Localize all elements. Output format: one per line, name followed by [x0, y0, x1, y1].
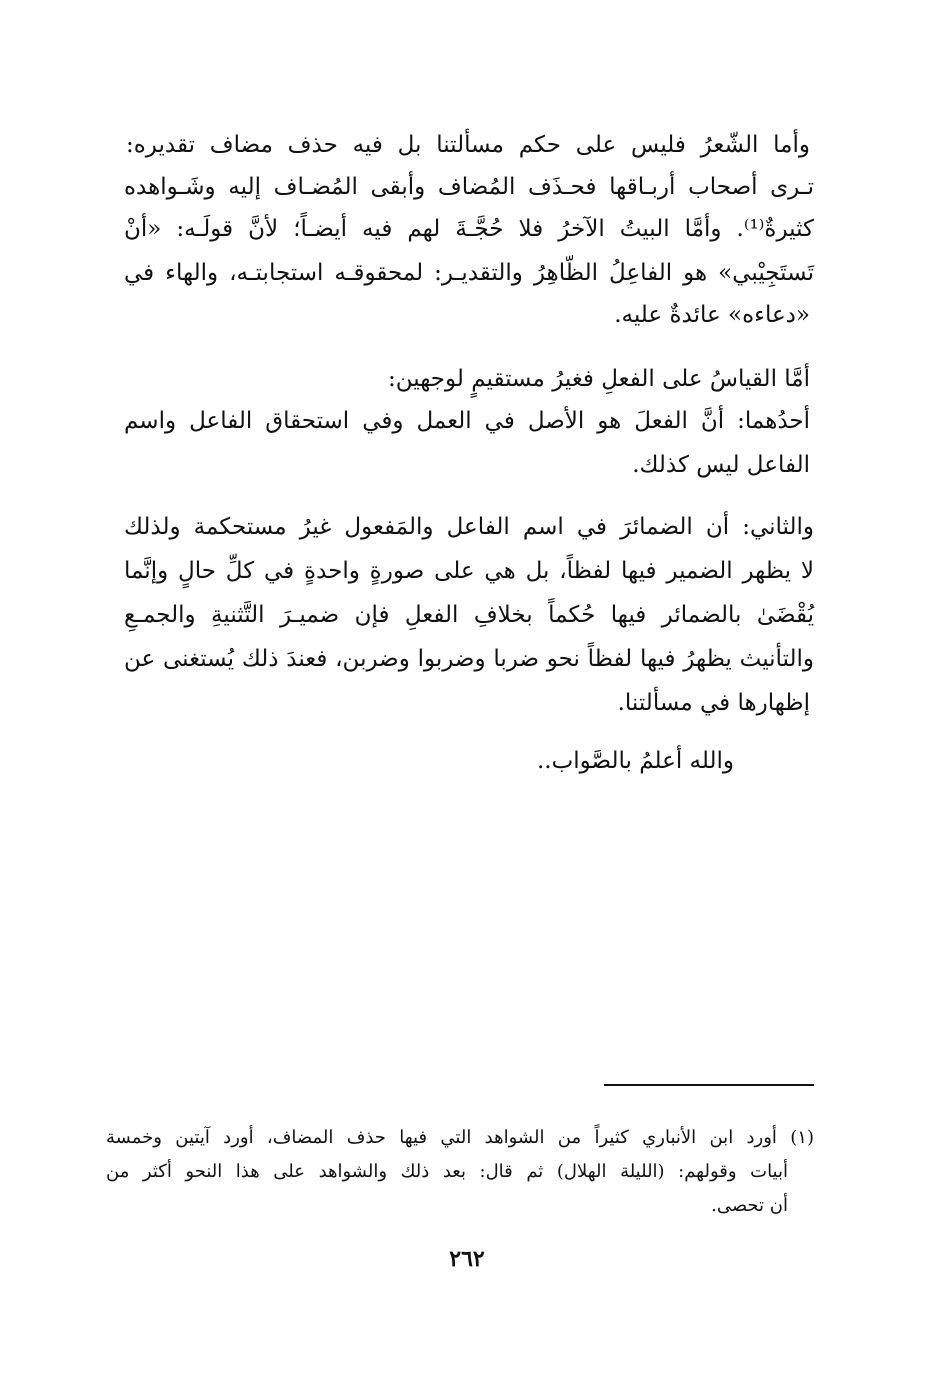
para3-line1: والثاني: أن الضمائرَ في اسم الفاعل والمَفعول غيرُ مستحكمة ولذلك	[124, 514, 814, 540]
para2-line1: أمَّا القياسُ على الفعلِ فغيرُ مستقيمٍ لوجهين:	[388, 366, 810, 392]
para1-line3: كثيرةٌ⁽¹⁾. وأمَّا البيتُ الآخرُ فلا حُجَّـةَ لهم فيه أيضـاً؛ لأنَّ قولَـه: «أنْ	[124, 216, 814, 242]
para1-line4: تَستَجِيْبي» هو الفاعِلُ الظّاهِرُ والتقديـر: لمحقوقـه استجابتـه، والهاء في	[124, 260, 814, 286]
footnote-line1: (١) أورد ابن الأنباري كثيراً من الشواهد التي فيها حذف المضاف، أورد آيتين وخمسة	[106, 1127, 814, 1148]
page-number: ٢٦٢	[449, 1246, 485, 1272]
para1-line5: «دعاءه» عائدةٌ عليه.	[614, 302, 810, 328]
para3-line2: لا يظهر الضمير فيها لفظاً، بل هي على صورةٍ واحدةٍ في كلِّ حالٍ وإنَّما	[124, 558, 814, 584]
para2-line3: الفاعل ليس كذلك.	[632, 452, 810, 478]
para3-line5: إظهارها في مسألتنا.	[617, 690, 810, 716]
footnote-line3: أن تحصى.	[711, 1195, 788, 1216]
closing-line: والله أعلمُ بالصَّواب..	[536, 748, 734, 774]
footnote-line2: أبيات وقولهم: (الليلة الهلال) ثم قال: بعد ذلك والشواهد على هذا النحو أكثر من	[106, 1161, 788, 1182]
para1-line1: وأما الشّعرُ فليس على حكم مسألتنا بل فيه حذف مضاف تقديره:	[126, 132, 810, 158]
para2-line2: أحدُهما: أنَّ الفعلَ هو الأصل في العمل وفي استحقاق الفاعل واسم	[124, 408, 810, 434]
para3-line3: يُقْضَىٰ بالضمائر فيها حُكماً بخلافِ الفعلِ فإن ضميـرَ التَّثنيةِ والجمـعِ	[124, 602, 814, 628]
footnote-rule	[604, 1084, 814, 1086]
para3-line4: والتأنيث يظهرُ فيها لفظاً نحو ضربا وضربوا وضربن، فعندَ ذلك يُستغنى عن	[124, 646, 814, 672]
para1-line2: تـرى أصحاب أربـاقها فحـذَف المُضاف وأبقى المُضـاف إليه وشَـواهده	[124, 174, 814, 200]
